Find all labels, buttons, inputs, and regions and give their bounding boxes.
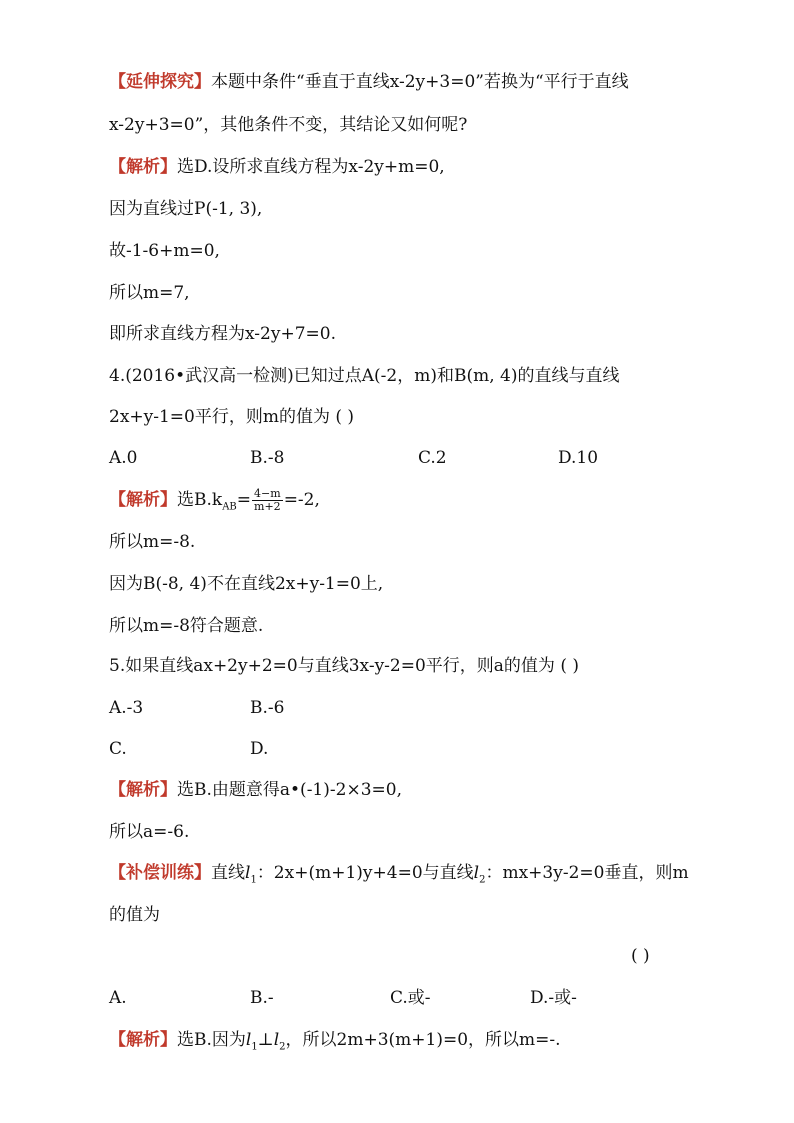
extension-line-1 — [109, 70, 629, 94]
solution-4-line-3: 因为B(-8, 4)不在直线2x+y-1=0上, — [109, 574, 384, 594]
solution-1-line-4: 所以m=7, — [109, 283, 190, 303]
solution-4-line-1 — [109, 488, 320, 519]
sol4-pre: 选B.k — [177, 490, 223, 510]
q4-option-d: D.10 — [558, 448, 599, 468]
supp-pre: 直线 — [211, 863, 245, 883]
solution-4-line-4: 所以m=-8符合题意. — [109, 616, 264, 636]
supp-sol-pre: 选B.因为 — [177, 1030, 246, 1050]
sol4-eq: = — [236, 490, 252, 510]
supp-mid-2: ：mx+3y-2=0垂直，则m — [485, 863, 689, 883]
solution-5-text: 选B.由题意得a•(-1)-2×3=0, — [177, 780, 402, 800]
supplementary-tag: 【补偿训练】 — [109, 863, 211, 883]
supp-mid-1: ：2x+(m+1)y+4=0与直线 — [256, 863, 474, 883]
solution-tag: 【解析】 — [109, 1030, 177, 1050]
solution-1-line-2: 因为直线过P(-1, 3), — [109, 199, 263, 219]
solution-tag: 【解析】 — [109, 157, 177, 177]
line-l1-symbol: l — [245, 863, 251, 883]
solution-5-line-1 — [109, 778, 402, 802]
line-l1-subscript: 1 — [251, 1041, 258, 1053]
extension-text-1: 本题中条件“垂直于直线x-2y+3=0”若换为“平行于直线 — [211, 72, 629, 92]
supp-option-c: C.或- — [390, 988, 431, 1008]
line-l1-subscript: 1 — [250, 874, 257, 886]
line-l2-symbol: l — [473, 863, 480, 883]
extension-tag: 【延伸探究】 — [109, 72, 211, 92]
line-l2-subscript: 2 — [279, 1041, 286, 1053]
q5-option-b: B.-6 — [250, 698, 285, 718]
question-5-line-1: 5.如果直线ax+2y+2=0与直线3x-y-2=0平行，则a的值为 ( ) — [109, 656, 580, 676]
extension-line-2: x-2y+3=0”，其他条件不变，其结论又如何呢? — [109, 115, 468, 135]
supp-sol-post: ，所以2m+3(m+1)=0，所以m=-. — [285, 1030, 561, 1050]
solution-5-line-2: 所以a=-6. — [109, 822, 190, 842]
q4-option-a: A.0 — [109, 448, 138, 468]
fraction — [252, 488, 283, 513]
supp-option-a: A. — [109, 988, 127, 1008]
question-4-line-1: 4.(2016•武汉高一检测)已知过点A(-2，m)和B(m, 4)的直线与直线 — [109, 366, 620, 386]
q5-option-d: D. — [250, 739, 269, 759]
question-4-line-2: 2x+y-1=0平行，则m的值为 ( ) — [109, 407, 355, 427]
solution-1-line-5: 即所求直线方程为x-2y+7=0. — [109, 324, 336, 344]
fraction-denominator: m+2 — [254, 500, 281, 513]
supplementary-line-1 — [109, 861, 689, 892]
line-l1-symbol: l — [245, 1030, 252, 1050]
q5-option-c: C. — [109, 739, 127, 759]
line-l2-subscript: 2 — [479, 874, 486, 886]
supp-option-d: D.-或- — [530, 988, 577, 1008]
solution-1-text: 选D.设所求直线方程为x-2y+m=0, — [177, 157, 445, 177]
q4-option-c: C.2 — [418, 448, 447, 468]
fraction-numerator: 4−m — [254, 487, 281, 500]
sol4-subscript: AB — [222, 501, 237, 513]
sol4-post: =-2, — [283, 490, 320, 510]
q4-option-b: B.-8 — [250, 448, 285, 468]
line-l2-symbol: l — [273, 1030, 280, 1050]
supplementary-line-2: 的值为 — [109, 905, 160, 925]
solution-1-line-3: 故-1-6+m=0, — [109, 241, 220, 261]
answer-parentheses: ( ) — [631, 946, 650, 966]
perpendicular-symbol: ⊥ — [257, 1030, 274, 1050]
solution-tag: 【解析】 — [109, 490, 177, 510]
supp-option-b: B.- — [250, 988, 274, 1008]
solution-tag: 【解析】 — [109, 780, 177, 800]
solution-1-line-1 — [109, 155, 445, 179]
solution-4-line-2: 所以m=-8. — [109, 532, 196, 552]
q5-option-a: A.-3 — [109, 698, 144, 718]
supplementary-solution-line — [109, 1028, 561, 1059]
